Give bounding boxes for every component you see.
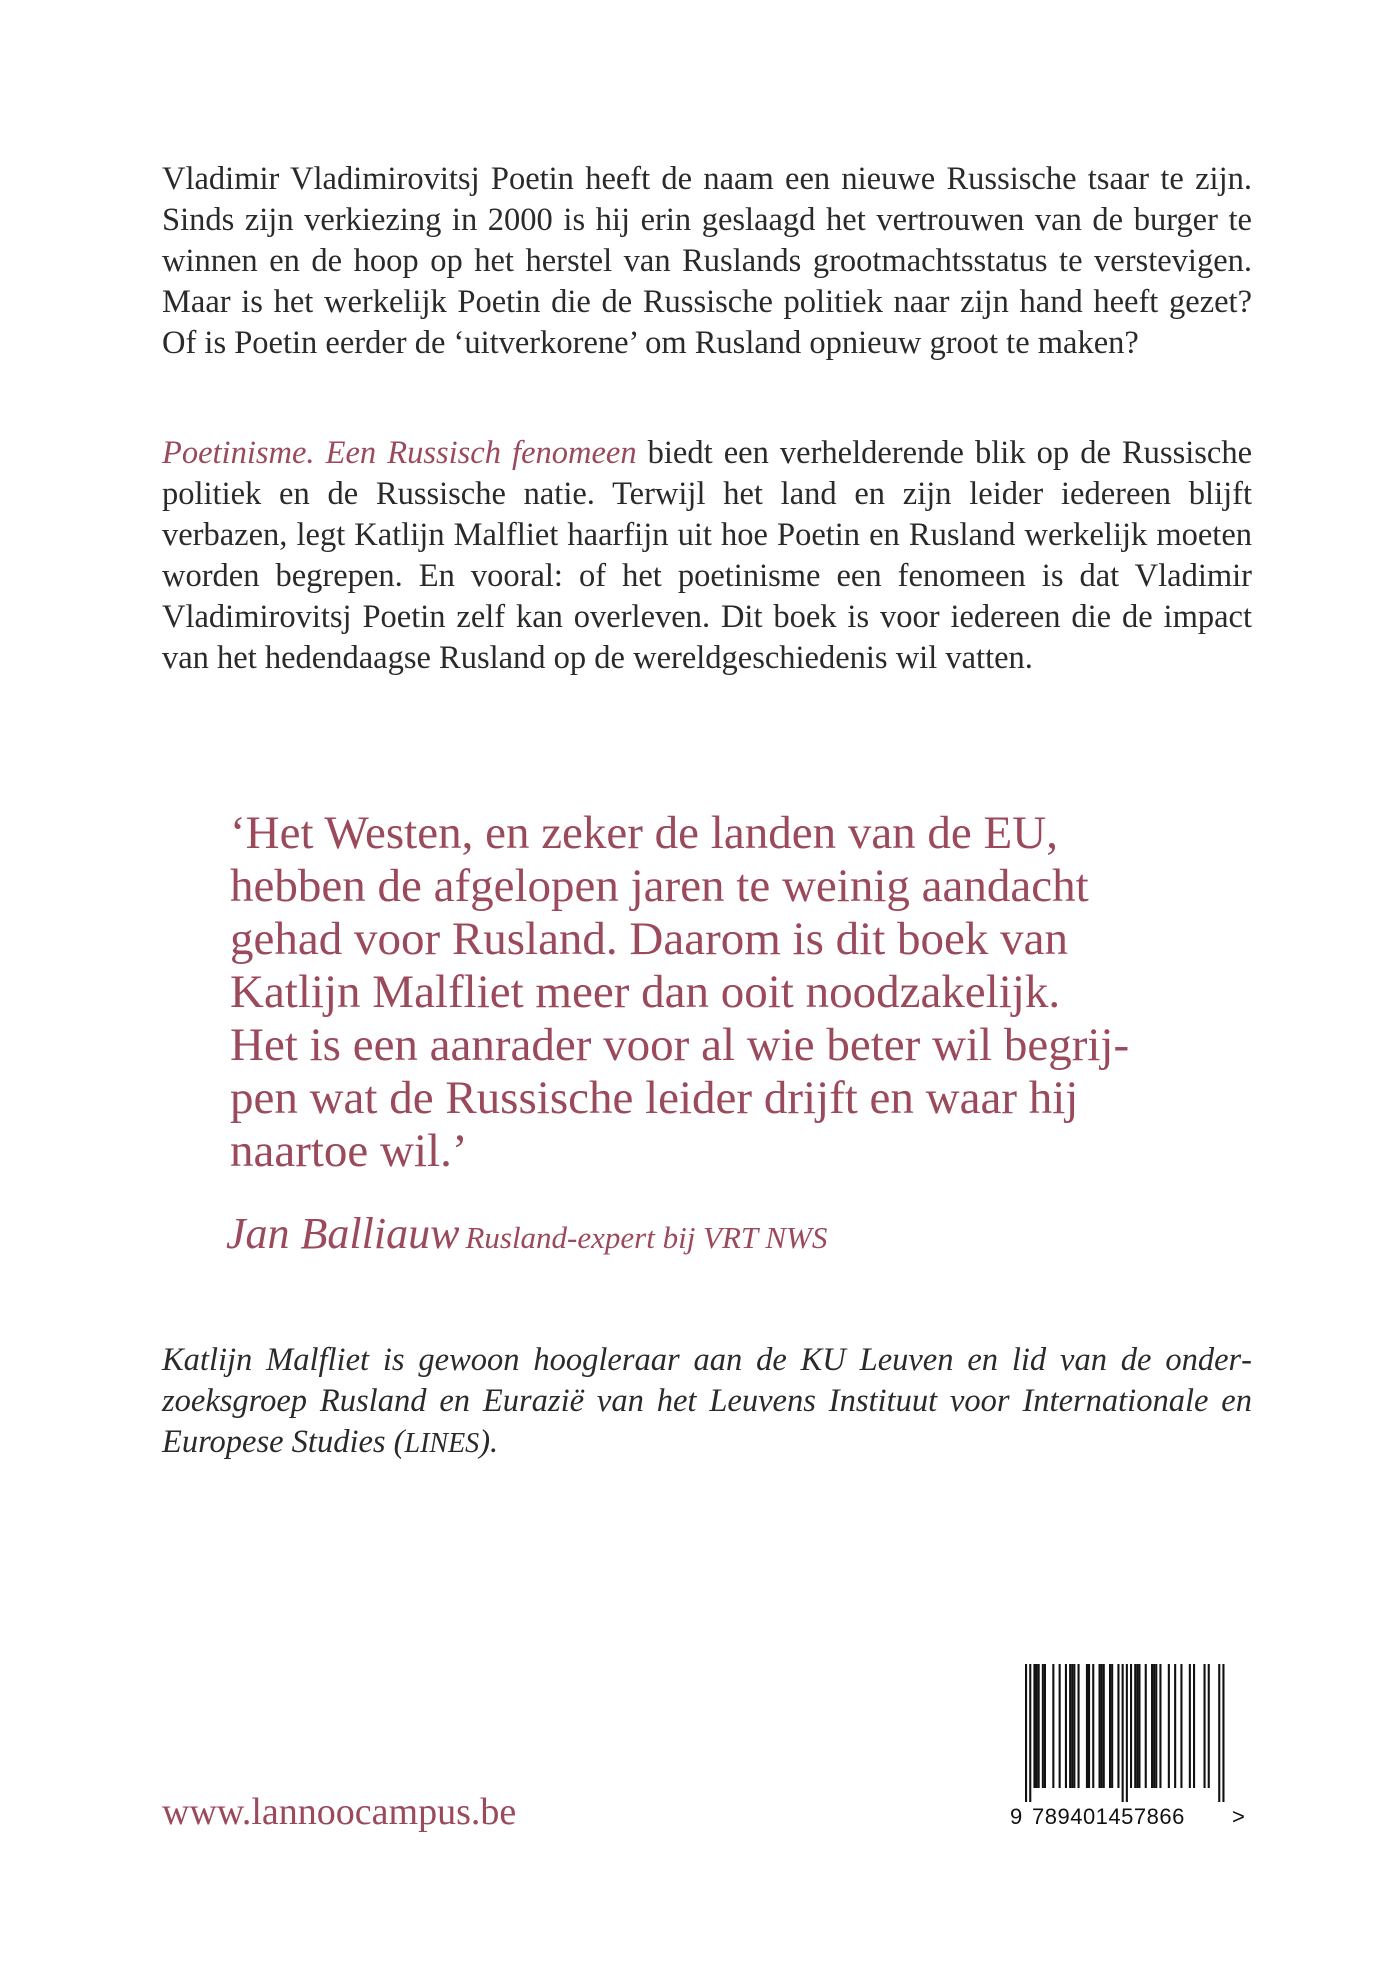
quote-line: ‘Het Westen, en zeker de landen van de EU, (230, 807, 1058, 859)
book-title: Poetinisme. Een Russisch fenomeen (162, 435, 637, 471)
barcode-bar (1069, 1664, 1071, 1788)
barcode-bar (1218, 1664, 1220, 1802)
barcode-bar (1180, 1664, 1182, 1788)
barcode-bar (1122, 1664, 1124, 1802)
barcode-bar (1193, 1664, 1195, 1788)
barcode-bar (1155, 1664, 1157, 1788)
barcode-bar (1025, 1664, 1027, 1802)
barcode-bar (1038, 1664, 1040, 1788)
barcode-bar (1117, 1664, 1119, 1788)
quote-author-role: Rusland-expert bij VRT NWS (465, 1220, 828, 1255)
barcode-bar (1044, 1664, 1046, 1788)
barcode-bar (1059, 1664, 1061, 1788)
blurb-paragraph-1: Vladimir Vladimirovitsj Poetin heeft de naam een nieuwe Russische tsaar te zijn. Sinds zijn verkiezing in 2000 is hij erin geslaagd het vertrouwen van de burger te winnen en de hoop op het herstel van Ruslands grootmachtsstatus te verstevigen. Maar is het werkelijk Poetin die de Russische politiek naar zijn hand heeft gezet? Of is Poetin eerder de ‘uitverkorene’ om Rusland opnieuw groot te maken? (162, 161, 1252, 361)
barcode-bar (1101, 1664, 1103, 1788)
quote-author: Jan Balliauw (226, 1209, 460, 1258)
author-bio-text: Katlijn Malfliet is gewoon hoogleraar aan de KU Leuven en lid van de onderzoeksgroep Rusland en Eurazië van het Leuvens Instituut voor Internationale en Europese Studies ( (162, 1342, 1252, 1460)
barcode-bar (1065, 1664, 1067, 1788)
barcode-bar (1145, 1664, 1147, 1788)
author-bio (162, 1340, 1252, 1464)
barcode-bar (1052, 1664, 1054, 1788)
barcode-bar (1109, 1664, 1111, 1788)
barcode-bar (1136, 1664, 1138, 1788)
barcode-bar (1208, 1664, 1210, 1788)
barcode-bar (1103, 1664, 1105, 1788)
barcode-bars (1025, 1664, 1245, 1802)
barcode-bar (1073, 1664, 1075, 1788)
isbn-barcode (1010, 1664, 1250, 1834)
barcode-bar (1086, 1664, 1088, 1788)
publisher-website: www.lannoocampus.be (162, 1791, 517, 1833)
barcode-bar (1138, 1664, 1140, 1788)
barcode-bar (1204, 1664, 1206, 1788)
barcode-bar (1092, 1664, 1094, 1788)
quote-line: pen wat de Russische leider drijft en waar hij (230, 1072, 1079, 1124)
barcode-bar (1042, 1664, 1044, 1788)
quote-line: Het is een aanrader voor al wie beter wil begrij- (230, 1019, 1130, 1071)
barcode-bar (1151, 1664, 1153, 1788)
barcode-bar (1071, 1664, 1073, 1788)
author-bio-abbr: LINES (404, 1428, 480, 1459)
barcode-bar (1222, 1664, 1224, 1802)
barcode-bar (1078, 1664, 1080, 1788)
barcode-bar (1033, 1664, 1035, 1788)
barcode-bar (1134, 1664, 1136, 1788)
barcode-bar (1036, 1664, 1038, 1788)
barcode-bar (1189, 1664, 1191, 1788)
quote-line: hebben de afgelopen jaren te weinig aandacht (230, 860, 1089, 912)
author-bio-end: ). (479, 1424, 499, 1460)
barcode-bar (1126, 1664, 1128, 1802)
quote-attribution (226, 1208, 827, 1259)
barcode-bar (1174, 1664, 1176, 1788)
barcode-bar (1111, 1664, 1113, 1788)
quote-line: gehad voor Rusland. Daarom is dit boek van (230, 913, 1068, 965)
barcode-bar (1088, 1664, 1090, 1788)
barcode-bar (1029, 1664, 1031, 1802)
barcode-bar (1153, 1664, 1155, 1788)
barcode-bar (1159, 1664, 1161, 1788)
quote-line: naartoe wil.’ (230, 1125, 468, 1177)
barcode-bar (1099, 1664, 1101, 1788)
barcode-arrow: > (1232, 1804, 1245, 1829)
barcode-first-digit: 9 (1010, 1804, 1023, 1829)
barcode-bar (1130, 1664, 1132, 1788)
quote-line: Katlijn Malfliet meer dan ooit noodzakelijk. (230, 966, 1061, 1018)
barcode-bar (1168, 1664, 1170, 1788)
blurb-paragraph-2-text: biedt een verhelderende blik op de Russische politiek en de Russische natie. Terwijl het land en zijn leider iedereen blijft verbazen, legt Katlijn Malfliet haarfijn uit hoe Poetin en Rusland werkelijk moeten worden begrepen. En vooral: of het poetinisme een fenomeen is dat Vladimir Vladimirovitsj Poetin zelf kan overleven. Dit boek is voor iedereen die de impact van het hedendaagse Rusland op de wereldgeschiedenis wil vatten. (162, 435, 1252, 676)
blurb-paragraph-2 (162, 433, 1252, 679)
barcode-digits: 789401457866 (1032, 1804, 1185, 1829)
endorsement-quote (230, 807, 1210, 1178)
